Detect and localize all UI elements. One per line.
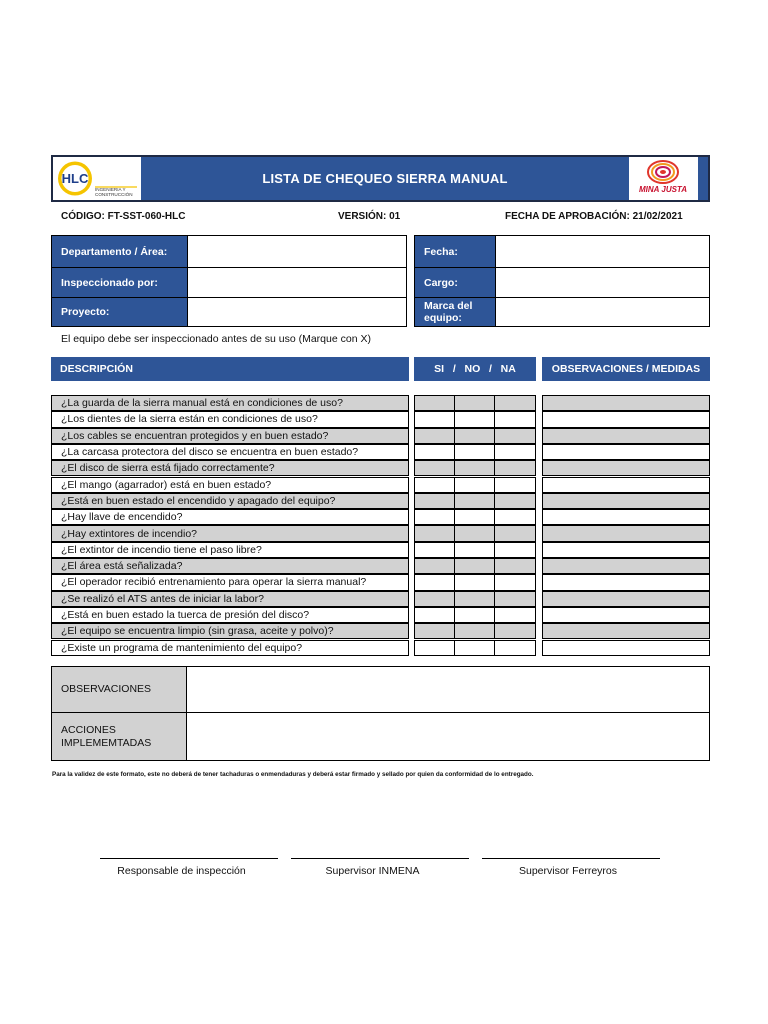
- check-cell-na[interactable]: [494, 395, 536, 411]
- actions-field[interactable]: [187, 713, 709, 760]
- check-cell-si[interactable]: [414, 623, 455, 639]
- inspected-by-label: Inspeccionado por:: [51, 267, 188, 298]
- observation-cell[interactable]: [542, 525, 710, 541]
- hlc-logo-text: HLC: [61, 171, 89, 186]
- check-cell-no[interactable]: [454, 623, 495, 639]
- approval-date: FECHA DE APROBACIÓN: 21/02/2021: [505, 211, 683, 222]
- check-cell-na[interactable]: [494, 640, 536, 656]
- check-cell-no[interactable]: [454, 607, 495, 623]
- observation-cell[interactable]: [542, 542, 710, 558]
- check-cell-no[interactable]: [454, 428, 495, 444]
- equipment-brand-field[interactable]: [495, 297, 710, 327]
- checklist-question: ¿La guarda de la sierra manual está en condiciones de uso?: [51, 395, 409, 411]
- checklist-question: ¿Hay extintores de incendio?: [51, 525, 409, 541]
- checklist-question: ¿El equipo se encuentra limpio (sin grasa, aceite y polvo)?: [51, 623, 409, 639]
- si-no-na-header: SI / NO / NA: [414, 357, 536, 381]
- check-cell-si[interactable]: [414, 444, 455, 460]
- mina-justa-logo: [629, 157, 698, 200]
- observation-cell[interactable]: [542, 623, 710, 639]
- project-label: Proyecto:: [51, 297, 188, 327]
- check-cell-no[interactable]: [454, 477, 495, 493]
- signature-line-inspector: [100, 858, 278, 859]
- check-cell-si[interactable]: [414, 493, 455, 509]
- checklist-question: ¿La carcasa protectora del disco se encuentra en buen estado?: [51, 444, 409, 460]
- inspected-by-field[interactable]: [187, 267, 407, 298]
- observation-cell[interactable]: [542, 493, 710, 509]
- check-cell-no[interactable]: [454, 395, 495, 411]
- checklist-question: ¿Hay llave de encendido?: [51, 509, 409, 525]
- actions-label: [52, 713, 187, 760]
- checklist-question: ¿Los cables se encuentran protegidos y en buen estado?: [51, 428, 409, 444]
- hlc-logo-tagline-1: INGENIERÍA Y: [95, 187, 126, 192]
- validity-footnote: Para la validez de este formato, este no deberá de tener tachaduras o enmendaduras y deberá estar firmado y sellado por quien da conformidad de lo entregado.: [52, 771, 534, 778]
- department-label: Departamento / Área:: [51, 235, 188, 268]
- observation-cell[interactable]: [542, 640, 710, 656]
- check-cell-si[interactable]: [414, 525, 455, 541]
- actions-label-text: ACCIONES IMPLEMEMTADAS: [61, 723, 152, 749]
- check-cell-no[interactable]: [454, 591, 495, 607]
- hlc-logo-tagline-2: CONSTRUCCIÓN: [95, 192, 133, 197]
- check-cell-si[interactable]: [414, 640, 455, 656]
- signature-label-inspector: Responsable de inspección: [117, 865, 246, 877]
- observation-cell[interactable]: [542, 477, 710, 493]
- check-cell-no[interactable]: [454, 574, 495, 590]
- checklist-question: ¿Se realizó el ATS antes de iniciar la labor?: [51, 591, 409, 607]
- check-cell-si[interactable]: [414, 574, 455, 590]
- check-cell-na[interactable]: [494, 623, 536, 639]
- checklist-question: ¿Los dientes de la sierra están en condiciones de uso?: [51, 411, 409, 427]
- date-label: Fecha:: [414, 235, 496, 268]
- check-cell-no[interactable]: [454, 542, 495, 558]
- checklist-question: ¿Existe un programa de mantenimiento del equipo?: [51, 640, 409, 656]
- check-cell-na[interactable]: [494, 607, 536, 623]
- check-cell-na[interactable]: [494, 428, 536, 444]
- observation-cell[interactable]: [542, 395, 710, 411]
- equipment-brand-label: Marca del equipo:: [414, 297, 496, 327]
- hlc-logo: [53, 157, 141, 200]
- check-cell-no[interactable]: [454, 640, 495, 656]
- check-cell-na[interactable]: [494, 493, 536, 509]
- check-cell-no[interactable]: [454, 493, 495, 509]
- check-cell-si[interactable]: [414, 460, 455, 476]
- document-version: VERSIÓN: 01: [338, 211, 401, 222]
- checklist-question: ¿Está en buen estado la tuerca de presión del disco?: [51, 607, 409, 623]
- signature-label-ferreyros: Supervisor Ferreyros: [518, 865, 618, 877]
- observations-measures-header: OBSERVACIONES / MEDIDAS: [542, 357, 710, 381]
- check-cell-si[interactable]: [414, 558, 455, 574]
- check-cell-si[interactable]: [414, 395, 455, 411]
- check-cell-na[interactable]: [494, 477, 536, 493]
- description-header: DESCRIPCIÓN: [51, 357, 409, 381]
- document-code: CÓDIGO: FT-SST-060-HLC: [61, 211, 186, 222]
- check-cell-na[interactable]: [494, 444, 536, 460]
- signature-line-inmena: [291, 858, 469, 859]
- position-label: Cargo:: [414, 267, 496, 298]
- document-header: [51, 155, 710, 202]
- check-cell-na[interactable]: [494, 460, 536, 476]
- observations-field[interactable]: [187, 667, 709, 713]
- check-cell-no[interactable]: [454, 558, 495, 574]
- observation-cell[interactable]: [542, 558, 710, 574]
- observation-cell[interactable]: [542, 607, 710, 623]
- page-title: LISTA DE CHEQUEO SIERRA MANUAL: [262, 171, 508, 186]
- signature-label-inmena: Supervisor INMENA: [325, 865, 420, 877]
- check-cell-na[interactable]: [494, 591, 536, 607]
- observation-cell[interactable]: [542, 444, 710, 460]
- check-cell-si[interactable]: [414, 591, 455, 607]
- signature-line-ferreyros: [482, 858, 660, 859]
- department-field[interactable]: [187, 235, 407, 268]
- checklist-question: ¿Está en buen estado el encendido y apagado del equipo?: [51, 493, 409, 509]
- checklist-question: ¿El extintor de incendio tiene el paso libre?: [51, 542, 409, 558]
- check-cell-si[interactable]: [414, 477, 455, 493]
- check-cell-no[interactable]: [454, 460, 495, 476]
- check-cell-no[interactable]: [454, 509, 495, 525]
- checklist-question: ¿El operador recibió entrenamiento para operar la sierra manual?: [51, 574, 409, 590]
- observation-cell[interactable]: [542, 411, 710, 427]
- check-cell-na[interactable]: [494, 574, 536, 590]
- check-cell-si[interactable]: [414, 428, 455, 444]
- project-field[interactable]: [187, 297, 407, 327]
- observation-cell[interactable]: [542, 591, 710, 607]
- check-cell-no[interactable]: [454, 525, 495, 541]
- mina-justa-logo-text: MINA JUSTA: [639, 185, 687, 194]
- check-cell-na[interactable]: [494, 558, 536, 574]
- check-cell-si[interactable]: [414, 411, 455, 427]
- check-cell-si[interactable]: [414, 607, 455, 623]
- hlc-logo-graphic: [53, 157, 141, 200]
- checklist-question: ¿El disco de sierra está fijado correctamente?: [51, 460, 409, 476]
- mina-justa-logo-graphic: [629, 157, 698, 200]
- observation-cell[interactable]: [542, 428, 710, 444]
- checklist-question: ¿El área está señalizada?: [51, 558, 409, 574]
- check-cell-na[interactable]: [494, 525, 536, 541]
- check-cell-na[interactable]: [494, 509, 536, 525]
- checklist-question: ¿El mango (agarrador) está en buen estado?: [51, 477, 409, 493]
- observation-cell[interactable]: [542, 509, 710, 525]
- check-cell-na[interactable]: [494, 411, 536, 427]
- instruction-text: El equipo debe ser inspeccionado antes de su uso (Marque con X): [61, 333, 371, 345]
- observation-cell[interactable]: [542, 460, 710, 476]
- check-cell-no[interactable]: [454, 444, 495, 460]
- observation-cell[interactable]: [542, 574, 710, 590]
- check-cell-si[interactable]: [414, 542, 455, 558]
- check-cell-si[interactable]: [414, 509, 455, 525]
- observations-label: OBSERVACIONES: [52, 667, 187, 713]
- date-field[interactable]: [495, 235, 710, 268]
- check-cell-no[interactable]: [454, 411, 495, 427]
- check-cell-na[interactable]: [494, 542, 536, 558]
- position-field[interactable]: [495, 267, 710, 298]
